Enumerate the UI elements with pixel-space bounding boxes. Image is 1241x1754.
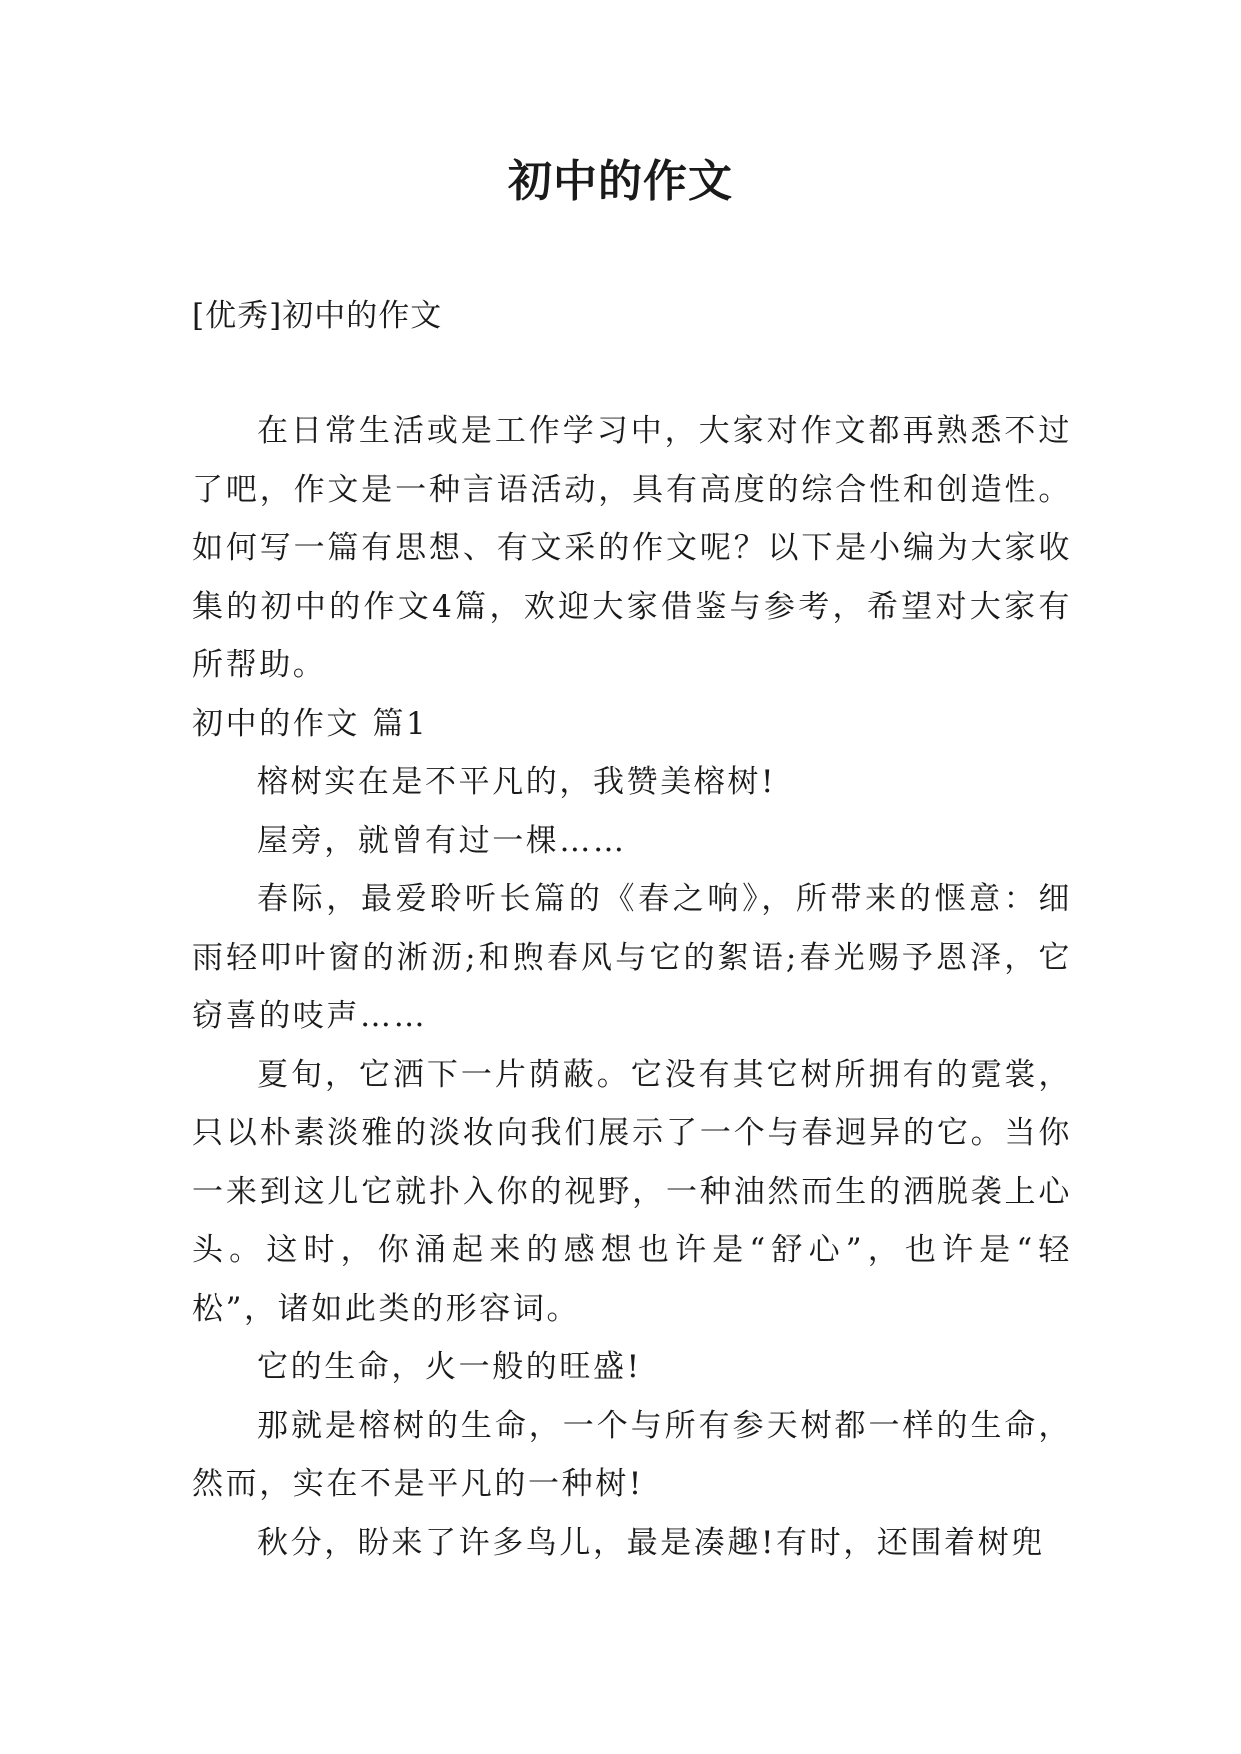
section-heading: 初中的作文 篇1: [192, 705, 429, 742]
document-title: 初中的作文: [508, 156, 733, 207]
intro-paragraph: 在日常生活或是工作学习中，大家对作文都再熟悉不过了吧，作文是一种言语活动，具有高度的综合性和创造性。如何写一篇有思想、有文采的作文呢？以下是小编为大家收集的初中的作文4篇，欢迎大家借鉴与参考，希望对大家有所帮助。: [192, 413, 1072, 683]
document-body: [192, 402, 1072, 1572]
body-paragraph: 榕树实在是不平凡的，我赞美榕树!: [257, 764, 777, 800]
body-paragraph: 春际，最爱聆听长篇的《春之响》，所带来的惬意：细雨轻叩叶窗的淅沥;和煦春风与它的絮语;春光赐予恩泽，它窃喜的吱声……: [192, 881, 1072, 1034]
body-paragraph: 那就是榕树的生命，一个与所有参天树都一样的生命，然而，实在不是平凡的一种树!: [192, 1407, 1072, 1502]
body-paragraph: 屋旁，就曾有过一棵……: [257, 822, 627, 859]
body-paragraph: 夏旬，它洒下一片荫蔽。它没有其它树所拥有的霓裳，只以朴素淡雅的淡妆向我们展示了一个与春迥异的它。当你一来到这儿它就扑入你的视野，一种油然而生的洒脱袭上心头。这时，你涌起来的感想也许是“舒心”，也许是“轻松”，诸如此类的形容词。: [192, 1056, 1072, 1327]
body-paragraph: 秋分，盼来了许多鸟儿，最是凑趣!有时，还围着树兜: [257, 1524, 1045, 1561]
document-subtitle: [优秀]初中的作文: [192, 298, 443, 334]
body-paragraph: 它的生命，火一般的旺盛!: [257, 1349, 642, 1385]
